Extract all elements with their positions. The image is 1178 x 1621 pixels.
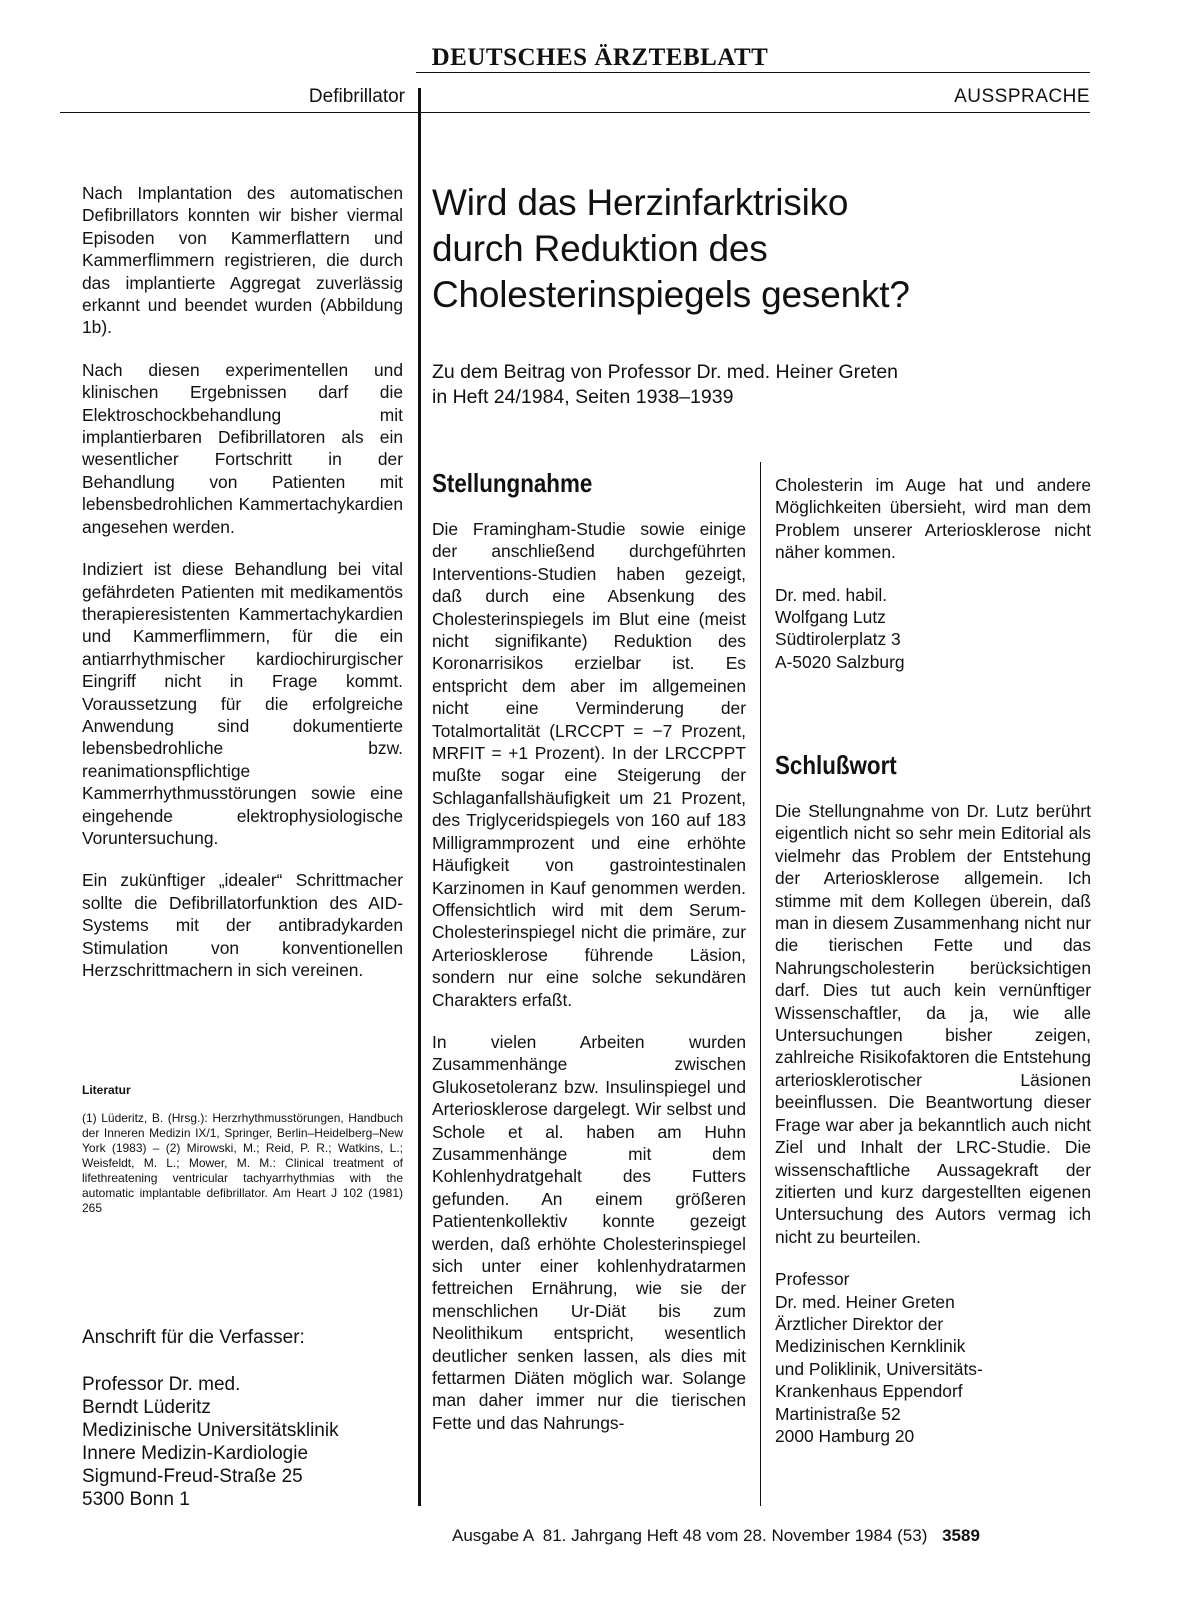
literatur-label: Literatur [82, 1083, 131, 1097]
issue-info: Ausgabe A 81. Jahrgang Heft 48 vom 28. November 1984 (53) [452, 1526, 928, 1545]
paragraph: Die Stellungnahme von Dr. Lutz berührt eigentlich nicht so sehr mein Editorial als vielmehr das Problem der Entstehung der Arteriosklerose allgemein. Ich stimme mit dem Kollegen überein, daß man in diesem Zusammenhang nicht nur die tierischen Fette und das Nahrungscholesterin berücksichtigen darf. Dies tut auch kein vernünftiger Wissenschaftler, da ja, wie alle Untersuchungen bisher zeigen, zahlreiche Risikofaktoren die Entstehung arteriosklerotischer Läsionen beeinflussen. Die Beantwortung dieser Frage war aber ja bekanntlich auch nicht Ziel und Inhalt der LRC-Studie. Die wissenschaftliche Aussagekraft der zitierten und kurz dargestellten eigenen Untersuchung des Autors vermag ich nicht zu beurteilen. [775, 801, 1091, 1247]
author-address [82, 1326, 422, 1511]
subtitle-line: in Heft 24/1984, Seiten 1938–1939 [432, 386, 734, 408]
section-label-right: AUSSPRACHE [954, 86, 1090, 107]
masthead-rule [416, 72, 1090, 73]
paragraph: Nach Implantation des automatischen Defibrillators konnten wir bisher viermal Episoden von Kammerflattern und Kammerflimmern registrieren, die durch das implantierte Aggregat zuverlässig erkannt und beendet wurden (Abbildung 1b). [82, 183, 403, 338]
article-subtitle [432, 360, 1092, 410]
author-line: Dr. med. habil. [775, 584, 888, 605]
author-line: Medizinischen Kernklinik [775, 1336, 966, 1357]
address-line: Professor Dr. med. [82, 1374, 241, 1395]
page-footer [452, 1526, 1092, 1546]
paragraph: Die Framingham-Studie sowie einige der anschließend durchgeführten Interventions-Studien haben gezeigt, daß durch eine Absenkung des Cholesterinspiegels im Blut eine (meist nicht signifikante) Reduktion des Koronarrisikos erzielbar ist. Es entspricht dem aber im allgemeinen nicht eine Verminderung der Totalmortalität (LRCCPT = −7 Prozent, MRFIT = +1 Prozent). In der LRCCPPT mußte sogar eine Steigerung der Schlaganfallshäufigkeit um 21 Prozent, des Triglyceridspiegels von 160 auf 183 Milligrammprozent und eine erhöhte Häufigkeit von gastrointestinalen Karzinomen in Kauf genommen werden. Offensichtlich wird mit dem Serum-Cholesterinspiegel nicht die primäre, zur Arteriosklerose führende Läsion, sondern nur eine solche sekundären Charakters erfaßt. [432, 519, 746, 1010]
section-label-left: Defibrillator [308, 86, 405, 107]
paragraph: Ein zukünftiger „idealer“ Schrittmacher sollte die Defibrillatorfunktion des AID-Systems mit der antibradykarden Stimulation von konventionellen Herzschrittmachern in sich vereinen. [82, 870, 403, 980]
right-column [775, 474, 1091, 673]
anschrift-label: Anschrift für die Verfasser: [82, 1327, 305, 1348]
header-rule [60, 112, 1090, 113]
paragraph: In vielen Arbeiten wurden Zusammenhänge zwischen Glukosetoleranz bzw. Insulinspiegel und Arteriosklerose dargelegt. Wir selbst und Schole et al. haben am Huhn Zusammenhänge mit dem Kohlenhydratgehalt des Futters gefunden. An einem größeren Patientenkollektiv konnte gezeigt werden, daß erhöhte Cholesterinspiegel sich unter einer kohlenhydratarmen fettreichen Ernährung, wie sie der menschlichen Ur-Diät bis zum Neolithikum entspricht, wesentlich deutlicher senken lassen, als dies mit fettarmen Diäten möglich war. Solange man daher immer nur die tierischen Fette und das Nahrungs- [432, 1031, 746, 1433]
subtitle-line: Zu dem Beitrag von Professor Dr. med. Heiner Greten [432, 361, 899, 383]
paragraph: Cholesterin im Auge hat und andere Möglichkeiten übersieht, wird man dem Problem unserer Arteriosklerose nicht näher kommen. [775, 475, 1091, 563]
author-schlusswort [775, 1268, 1091, 1447]
heading-stellungnahme: Stellungnahme [432, 468, 593, 498]
address-line: 5300 Bonn 1 [82, 1489, 190, 1510]
author-line: Martinistraße 52 [775, 1403, 901, 1424]
author-line: und Poliklinik, Universitäts- [775, 1358, 983, 1379]
author-line: Südtirolerplatz 3 [775, 629, 901, 650]
author-line: 2000 Hamburg 20 [775, 1425, 915, 1446]
title-line: durch Reduktion des [432, 228, 768, 269]
masthead: DEUTSCHES ÄRZTEBLATT [431, 44, 769, 71]
inner-column-divider [760, 462, 761, 1506]
title-line: Cholesterinspiegels gesenkt? [432, 274, 910, 315]
address-line: Innere Medizin-Kardiologie [82, 1443, 309, 1464]
author-line: Ärztlicher Direktor der [775, 1313, 944, 1334]
author-stellungnahme [775, 584, 1091, 674]
paragraph: Indiziert ist diese Behandlung bei vital gefährdeten Patienten mit medikamentös therapieresistenten Kammertachykardien und Kammerflimmern, für die ein antiarrhythmischer kardiochirurgischer Eingriff nicht in Frage kommt. Voraussetzung für die erfolgreiche Anwendung sind dokumentierte lebensbedrohliche bzw. reanimationspflichtige Kammerrhythmusstörungen sowie eine eingehende elektrophysiologische Voruntersuchung. [82, 559, 403, 848]
middle-column [432, 518, 746, 1434]
author-line: Krankenhaus Eppendorf [775, 1381, 963, 1402]
literatur-text: (1) Lüderitz, B. (Hrsg.): Herzrhythmusstörungen, Handbuch der Inneren Medizin IX/1, Springer, Berlin–Heidelberg–New York (1983) – (2) Mirowski, M.; Reid, P. R.; Watkins, L.; Weisfeldt, M. L.; Mower, M. M.: Clinical treatment of lifethreatening ventricular tachyarrhythmias with the automatic implantable defibrillator. Am Heart J 102 (1981) 265 [82, 1111, 403, 1215]
author-line: Professor [775, 1269, 850, 1290]
heading-schlusswort: Schlußwort [775, 750, 897, 780]
paragraph: Nach diesen experimentellen und klinischen Ergebnissen darf die Elektroschockbehandlung mit implantierbaren Defibrillatoren als ein wesentlicher Fortschritt in der Behandlung von Patienten mit lebensbedrohlichen Kammertachykardien angesehen werden. [82, 359, 403, 537]
author-line: A-5020 Salzburg [775, 651, 905, 672]
schlusswort-column [775, 800, 1091, 1447]
address-line: Medizinische Universitätsklinik [82, 1420, 339, 1441]
page-number: 3589 [942, 1526, 980, 1545]
author-line: Wolfgang Lutz [775, 607, 886, 628]
article-title [432, 180, 1092, 318]
author-line: Dr. med. Heiner Greten [775, 1291, 955, 1312]
left-column [82, 182, 403, 981]
address-line: Berndt Lüderitz [82, 1397, 211, 1418]
column-divider [418, 88, 421, 1506]
title-line: Wird das Herzinfarktrisiko [432, 182, 849, 223]
address-line: Sigmund-Freud-Straße 25 [82, 1466, 303, 1487]
